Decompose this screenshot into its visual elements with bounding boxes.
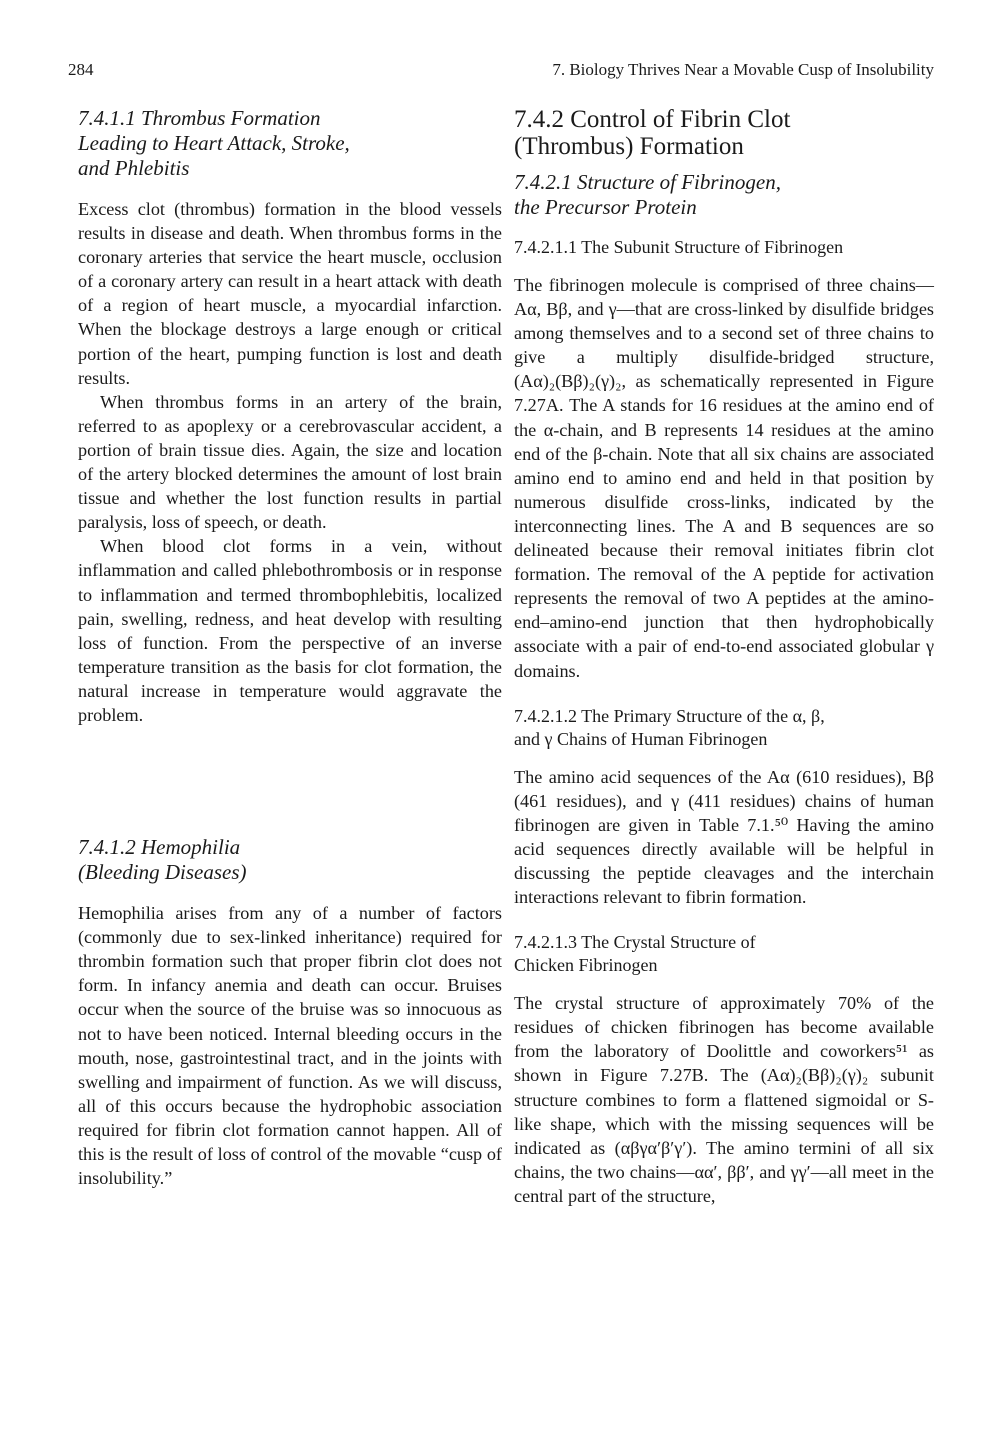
heading-crystal-structure: 7.4.2.1.3 The Crystal Structure of Chicken Fibrinogen bbox=[514, 932, 756, 976]
paragraph-excess-clot: Excess clot (thrombus) formation in the blood vessels results in disease and death. When thrombus forms in the coronary arteries that service the heart muscle, occlusion of a coronary artery can result in a heart attack with death of a region of heart muscle, a myocardial infarction. When the blockage destroys a large enough or critical portion of the heart, pumping function is lost and death results. bbox=[78, 199, 502, 388]
paragraph-vein-clot: When blood clot forms in a vein, without inflammation and called phlebothrombosis or in response to inflammation and termed thrombophlebitis, localized pain, swelling, redness, and heat develop with resulting loss of function. From the perspective of an inverse temperature transition as the basis for clot formation, the natural increase in temperature would aggravate the problem. bbox=[78, 536, 502, 725]
heading-hemophilia: 7.4.1.2 Hemophilia (Bleeding Diseases) bbox=[78, 835, 247, 885]
heading-structure-fibrinogen: 7.4.2.1 Structure of Fibrinogen, the Precursor Protein bbox=[514, 170, 781, 219]
heading-control-fibrin-clot: 7.4.2 Control of Fibrin Clot (Thrombus) Formation bbox=[514, 106, 791, 160]
heading-primary-structure: 7.4.2.1.2 The Primary Structure of the α, β, and γ Chains of Human Fibrinogen bbox=[514, 705, 825, 749]
page-number: 284 bbox=[68, 60, 94, 79]
heading-subunit-structure: 7.4.2.1.1 The Subunit Structure of Fibrinogen bbox=[514, 237, 844, 257]
heading-thrombus-formation: 7.4.1.1 Thrombus Formation Leading to Heart Attack, Stroke, and Phlebitis bbox=[78, 106, 350, 180]
paragraph-crystal-structure: The crystal structure of approximately 70% of the residues of chicken fibrinogen has become available from the laboratory of Doolittle and coworkers⁵¹ as shown in Figure 7.27B. The (Aα)₂(Bβ)₂(γ)₂ subunit structure combines to form a flattened sigmoidal or S-like shape, which with the missing sequences will be indicated as (αβγα′β′γ′). The amino termini of all six chains, the two chains—αα′, ββ′, and γγ′—all meet in the central part of the structure, bbox=[514, 993, 934, 1206]
paragraph-brain-thrombus: When thrombus forms in an artery of the brain, referred to as apoplexy or a cerebrovascular accident, a portion of brain tissue dies. Again, the size and location of the artery blocked determines the amount of lost brain tissue and whether the lost function results in partial paralysis, loss of speech, or death. bbox=[78, 391, 502, 533]
paragraph-hemophilia: Hemophilia arises from any of a number of factors (commonly due to sex-linked inheritance) required for thrombin formation such that proper fibrin clot does not form. In infancy anemia and death can occur. Bruises occur when the source of the bruise was so innocuous as not to have been noticed. Internal bleeding occurs in the mouth, nose, gastrointestinal tract, and in the joints with swelling and impairment of function. As we will discuss, all of this occurs because the hydrophobic association required for fibrin clot formation cannot happen. All of this is the result of loss of control of the movable “cusp of insolubility.” bbox=[78, 903, 502, 1189]
paragraph-amino-acid-sequences: The amino acid sequences of the Aα (610 residues), Bβ (461 residues), and γ (411 residues) chains of human fibrinogen are given in Table 7.1.⁵⁰ Having the amino acid sequences directly available will be helpful in discussing the peptide cleavages and the interchain interactions relevant to fibrin formation. bbox=[514, 766, 934, 908]
paragraph-fibrinogen-molecule: The fibrinogen molecule is comprised of three chains—Aα, Bβ, and γ—that are cross-linked by disulfide bridges among themselves and to a second set of three chains to give a multiply disulfide-bridged structure, (Aα)₂(Bβ)₂(γ)₂, as schematically represented in Figure 7.27A. The A stands for 16 residues at the amino end of the α-chain, and B represents 14 residues at the amino end of the β-chain. Note that all six chains are associated amino end to amino end and held in that position by numerous disulfide cross-links, indicated by the interconnecting lines. The A and B sequences are so delineated because their removal initiates fibrin clot formation. The removal of the A peptide for activation represents the removal of two A peptides at the amino-end–amino-end junction that then hydrophobically associate with a pair of end-to-end associated globular γ domains. bbox=[514, 275, 934, 681]
right-column bbox=[514, 106, 934, 1208]
running-head: 7. Biology Thrives Near a Movable Cusp of Insolubility bbox=[552, 60, 934, 79]
left-column bbox=[78, 106, 502, 1190]
